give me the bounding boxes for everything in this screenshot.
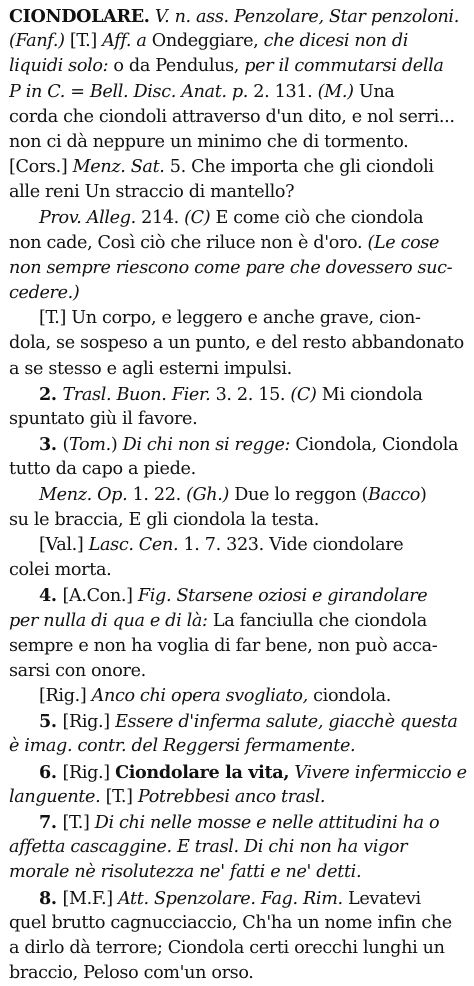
- text-segment: 2. 131.: [248, 81, 318, 102]
- text-line: [9, 4, 468, 29]
- text-line: [9, 105, 468, 130]
- italic-text: Fig. Starsene oziosi e girandolare: [137, 586, 428, 607]
- text-line: [9, 80, 468, 105]
- text-segment: non ci dà neppure un minimo che di tormento.: [9, 131, 409, 152]
- italic-text: Bacco: [368, 484, 421, 505]
- italic-text: cedere.): [9, 283, 80, 304]
- italic-text: languente.: [9, 786, 101, 807]
- italic-text: Att. Spenzolare. Fag. Rim.: [118, 888, 343, 909]
- text-line: [9, 734, 468, 759]
- text-segment: o da Pendulus,: [108, 56, 245, 77]
- text-line: [9, 256, 468, 281]
- text-segment: tutto da capo a piede.: [9, 459, 196, 480]
- text-line: [9, 760, 468, 785]
- text-segment: [T.]: [62, 813, 95, 833]
- text-segment: Levatevi: [342, 888, 421, 909]
- text-segment: alle reni Un straccio di mantello?: [9, 182, 295, 203]
- text-line: [9, 54, 468, 79]
- text-line: [9, 835, 468, 860]
- italic-text: non sempre riescono come pare che dovessero suc-: [9, 257, 453, 278]
- italic-text: (C): [184, 207, 211, 228]
- text-segment: Ciondola, Ciondola: [290, 435, 459, 456]
- italic-text: Vivere infermiccio e: [294, 762, 467, 783]
- italic-text: Trasl. Buon. Fier.: [62, 384, 211, 405]
- italic-text: affetta cascaggine. E trasl. Di chi non ha vigor: [9, 837, 408, 858]
- text-segment: E come ciò che ciondola: [210, 207, 424, 228]
- text-segment: sarsi con onore.: [9, 660, 146, 681]
- text-segment: [Rig.]: [62, 762, 116, 783]
- text-line: [9, 155, 468, 180]
- italic-text: P in C. = Bell. Disc. Anat. p.: [9, 81, 249, 102]
- text-segment: [Cors.]: [9, 157, 73, 178]
- text-line: [9, 533, 468, 558]
- italic-text: (Le cose: [367, 232, 440, 253]
- text-line: [9, 634, 468, 659]
- text-segment: Una: [353, 81, 395, 102]
- text-segment: Due lo reggon (: [229, 484, 369, 505]
- text-line: [9, 29, 468, 54]
- text-line: [9, 583, 468, 608]
- italic-text: Tom.: [68, 435, 111, 456]
- italic-text: V. n. ass. Penzolare, Star penzoloni.: [154, 7, 459, 27]
- text-line: [9, 130, 468, 155]
- text-segment: quel brutto cagnucciaccio, Ch'ha un nome infin che: [9, 912, 452, 933]
- text-line: [9, 382, 468, 407]
- text-segment: [M.F.]: [62, 888, 118, 909]
- text-segment: a dirlo dà terrore; Ciondola certi orecchi lunghi un: [9, 937, 445, 958]
- text-line: [9, 483, 468, 508]
- text-segment: ciondola.: [307, 686, 391, 707]
- text-line: [9, 709, 468, 734]
- text-segment: [Rig.]: [62, 712, 116, 733]
- bold-text: 6.: [39, 761, 63, 783]
- text-segment: colei morta.: [9, 560, 112, 581]
- text-line: [9, 281, 468, 306]
- italic-text: Di chi nelle mosse e nelle attitudini ha o: [94, 813, 440, 833]
- bold-text: 5.: [39, 711, 63, 733]
- text-segment: sempre e non ha voglia di far bene, non può acca-: [9, 635, 438, 656]
- text-segment: su le braccia, E gli ciondola la testa.: [9, 509, 319, 530]
- italic-text: Lasc. Cen.: [88, 534, 179, 555]
- text-line: [9, 432, 468, 457]
- text-segment: 1. 22.: [127, 484, 187, 505]
- bold-text: 7.: [39, 812, 63, 833]
- italic-text: (C): [290, 384, 317, 405]
- italic-text: per il commutarsi della: [244, 56, 444, 77]
- text-line: [9, 508, 468, 533]
- text-line: [9, 911, 468, 936]
- text-segment: ): [420, 484, 427, 505]
- italic-text: Menz. Op.: [39, 484, 128, 505]
- italic-text: liquidi solo:: [9, 56, 109, 77]
- text-line: [9, 684, 468, 709]
- text-line: [9, 609, 468, 634]
- text-segment: 214.: [135, 207, 185, 228]
- italic-text: (Gh.): [186, 484, 230, 505]
- text-segment: [T.]: [64, 31, 103, 52]
- text-segment: dola, se sospeso a un punto, e del resto abbandonato: [9, 333, 464, 354]
- text-segment: [T.] Un corpo, e leggero e anche grave, cion-: [39, 308, 421, 329]
- text-segment: 3. 2. 15.: [210, 384, 291, 405]
- text-segment: a se stesso e agli esterni impulsi.: [9, 358, 292, 379]
- text-line: [9, 558, 468, 583]
- italic-text: Prov. Alleg.: [39, 207, 136, 228]
- bold-text: 4.: [39, 585, 63, 607]
- text-segment: corda che ciondoli attraverso d'un dito, e nol serri...: [9, 106, 455, 127]
- italic-text: è imag. contr. del Reggersi fermamente.: [9, 736, 356, 757]
- text-line: [9, 457, 468, 482]
- italic-text: Potrebbesi anco trasl.: [137, 786, 326, 807]
- text-line: [9, 231, 468, 256]
- bold-text: Ciondolare la vita,: [115, 761, 290, 783]
- text-line: [9, 785, 468, 810]
- italic-text: (Fanf.): [9, 31, 65, 52]
- text-segment: Mi ciondola: [316, 384, 423, 405]
- text-segment: [A.Con.]: [62, 586, 138, 607]
- text-line: [9, 810, 468, 835]
- italic-text: Di chi non si regge:: [122, 435, 291, 456]
- italic-text: morale nè risolutezza ne' fatti e ne' detti.: [9, 862, 362, 883]
- text-line: [9, 659, 468, 684]
- text-segment: 1. 7. 323. Vide ciondolare: [178, 534, 404, 555]
- italic-text: (M.): [317, 81, 354, 102]
- text-line: [9, 331, 468, 356]
- text-segment: (: [62, 435, 69, 456]
- bold-text: 3.: [39, 434, 63, 456]
- text-segment: La fanciulla che ciondola: [207, 610, 427, 631]
- text-segment: [Rig.]: [39, 686, 92, 707]
- text-line: [9, 936, 468, 961]
- text-line: [9, 206, 468, 231]
- italic-text: Anco chi opera svogliato,: [91, 686, 308, 707]
- italic-text: per nulla di qua e di là:: [9, 610, 208, 631]
- italic-text: Menz. Sat.: [72, 157, 165, 178]
- text-segment: ): [110, 435, 123, 456]
- text-line: [9, 886, 468, 911]
- bold-text: 8.: [39, 887, 63, 909]
- text-segment: non cade, Così ciò che riluce non è d'oro.: [9, 232, 368, 253]
- bold-text: 2.: [39, 383, 63, 405]
- italic-text: Aff. a: [102, 31, 147, 52]
- text-line: [9, 961, 468, 986]
- text-line: [9, 407, 468, 432]
- italic-text: che dicesi non di: [263, 31, 409, 52]
- text-segment: 5. Che importa che gli ciondoli: [164, 157, 434, 178]
- text-segment: [T.]: [100, 786, 138, 807]
- text-segment: [Val.]: [39, 534, 89, 555]
- bold-text: CIONDOLARE.: [9, 6, 150, 27]
- text-segment: Ondeggiare,: [146, 31, 264, 52]
- text-line: [9, 306, 468, 331]
- text-line: [9, 860, 468, 885]
- text-line: [9, 180, 468, 205]
- text-segment: braccio, Peloso com'un orso.: [9, 963, 254, 984]
- italic-text: Essere d'inferma salute, giacchè questa: [115, 712, 458, 733]
- text-segment: spuntato giù il favore.: [9, 409, 198, 429]
- text-line: [9, 357, 468, 382]
